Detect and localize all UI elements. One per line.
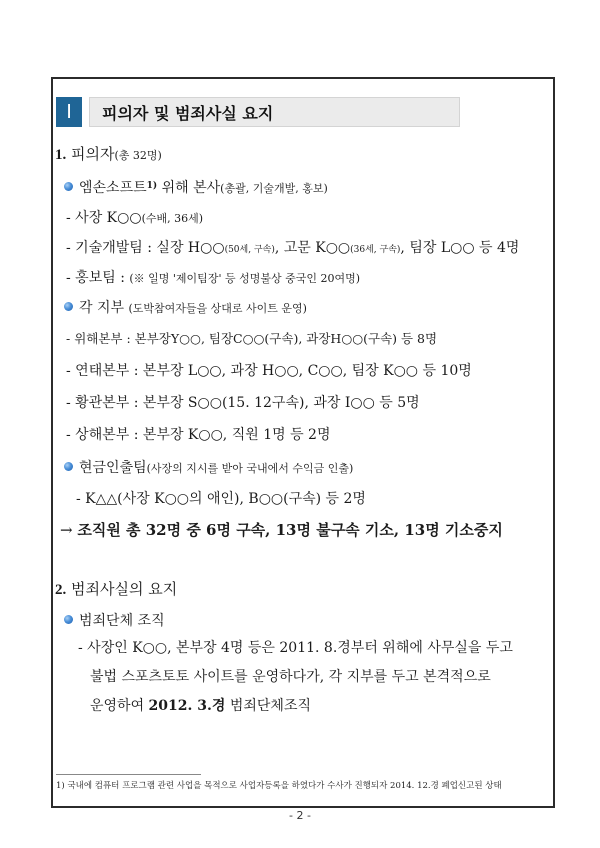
summary-text: 조직원 총 32명 중 6명 구속, 13명 불구속 기소, 13명 기소중지 bbox=[77, 521, 503, 539]
hq-bullet-line bbox=[64, 177, 328, 197]
summary-line bbox=[60, 519, 503, 540]
section-number-badge: Ⅰ bbox=[56, 97, 82, 127]
hq-item-text: - 기술개발팀 : 실장 H○○ bbox=[66, 240, 225, 256]
branches-bullet-line bbox=[64, 297, 307, 317]
branch-item-hwanggwan: - 황관본부 : 본부장 S○○(15. 12구속), 과장 I○○ 등 5명 bbox=[66, 395, 420, 411]
section2-heading-text: 범죄사실의 요지 bbox=[66, 580, 178, 598]
hq-item-note: (수배, 36세) bbox=[141, 212, 204, 225]
hq-item-text: , 고문 K○○ bbox=[274, 240, 351, 256]
cash-team-label: 현금인출팀 bbox=[79, 460, 147, 476]
cash-team-bullet-line bbox=[64, 457, 353, 477]
bullet-icon bbox=[64, 302, 73, 311]
hq-item-pr-team bbox=[66, 267, 360, 287]
org-text: 범죄단체조직 bbox=[225, 698, 312, 714]
hq-item-text: , 팀장 L○○ 등 4명 bbox=[400, 240, 520, 256]
hq-item-tech-team bbox=[66, 237, 519, 257]
section-title-bar bbox=[56, 97, 460, 127]
section1-count: (총 32명) bbox=[114, 149, 162, 162]
org-paragraph bbox=[78, 634, 513, 721]
hq-item-text: - 사장 K○○ bbox=[66, 210, 142, 226]
hq-note: (총괄, 기술개발, 홍보) bbox=[220, 182, 328, 195]
section2-number: 2. bbox=[55, 582, 67, 598]
section1-heading bbox=[55, 143, 162, 164]
cash-team-item: - K△△(사장 K○○의 애인), B○○(구속) 등 2명 bbox=[76, 491, 366, 507]
org-bullet-line bbox=[64, 610, 165, 630]
cash-team-note: (사장의 지시를 받아 국내에서 수익금 인출) bbox=[146, 462, 354, 475]
bullet-icon bbox=[64, 182, 73, 191]
branches-note: (도박참여자들을 상대로 사이트 운영) bbox=[128, 302, 307, 315]
bullet-icon bbox=[64, 615, 73, 624]
section2-heading bbox=[55, 578, 177, 599]
branch-item-yantai: - 연태본부 : 본부장 L○○, 과장 H○○, C○○, 팀장 K○○ 등 10명 bbox=[66, 363, 472, 379]
hq-label2: 위해 본사 bbox=[157, 180, 221, 196]
hq-item-text: - 홍보팀 : bbox=[66, 270, 130, 286]
page-number: - 2 - bbox=[289, 809, 311, 822]
hq-item-note: (50세, 구속) bbox=[224, 245, 275, 255]
hq-item-note: (36세, 구속) bbox=[350, 245, 401, 255]
bullet-icon bbox=[64, 462, 73, 471]
branches-label: 각 지부 bbox=[79, 300, 129, 316]
org-paragraph-line: 불법 스포츠토토 사이트를 운영하다가, 각 지부를 두고 본격적으로 bbox=[90, 669, 491, 685]
section1-heading-text: 피의자 bbox=[66, 145, 115, 163]
hq-item-ceo bbox=[66, 207, 203, 227]
branch-item-shanghai: - 상해본부 : 본부장 K○○, 직원 1명 등 2명 bbox=[66, 427, 331, 443]
section1-number: 1. bbox=[55, 147, 67, 163]
section-title: 피의자 및 범죄사실 요지 bbox=[89, 97, 460, 127]
org-label: 범죄단체 조직 bbox=[79, 613, 165, 629]
hq-label: 엠손소프트 bbox=[79, 180, 147, 196]
org-paragraph-line bbox=[78, 692, 513, 721]
arrow-icon: → bbox=[60, 521, 78, 539]
org-date: 2012. 3.경 bbox=[148, 698, 226, 714]
hq-item-note: (※ 일명 '제이팀장' 등 성명불상 중국인 20여명) bbox=[129, 272, 360, 285]
footnote-ref[interactable]: 1) bbox=[146, 181, 158, 191]
org-text: 운영하여 bbox=[90, 698, 149, 714]
footnote-divider bbox=[56, 774, 201, 775]
org-paragraph-line: - 사장인 K○○, 본부장 4명 등은 2011. 8.경부터 위해에 사무실을 두고 bbox=[78, 640, 513, 656]
footnote: 1) 국내에 컴퓨터 프로그램 관련 사업을 목적으로 사업자등록을 하였다가 수사가 진행되자 2014. 12.경 폐업신고된 상태 bbox=[56, 781, 502, 791]
branch-item-weihai: - 위해본부 : 본부장Y○○, 팀장C○○(구속), 과장H○○(구속) 등 8명 bbox=[66, 331, 438, 346]
